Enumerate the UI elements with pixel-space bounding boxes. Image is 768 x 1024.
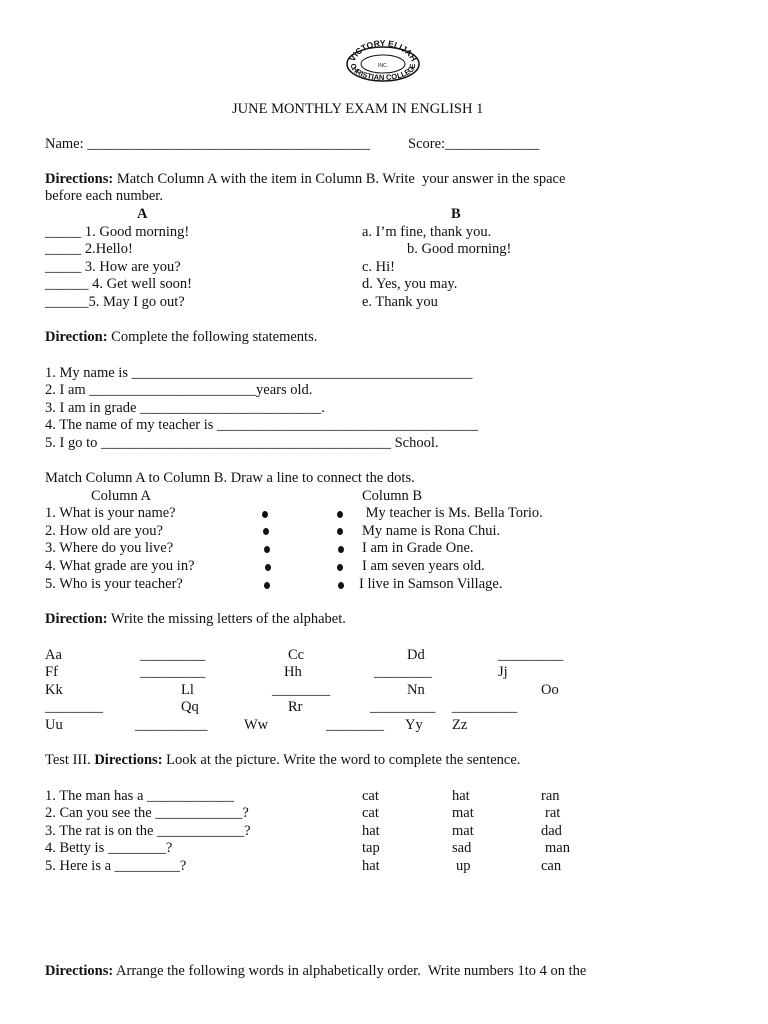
logo-bottom-text: CHRISTIAN COLLEGE [348,63,418,82]
part2-item[interactable]: 4. The name of my teacher is ____________________________________ [45,417,479,433]
alpha-blank[interactable]: _________ [140,664,206,680]
part3-directions: Match Column A to Column B. Draw a line to connect the dots. [45,470,415,486]
part1-col-b-item: b. Good morning! [407,241,512,257]
alpha-letter: Zz [452,717,468,733]
match-dot-left[interactable] [265,564,271,571]
exam-title: JUNE MONTHLY EXAM IN ENGLISH 1 [232,101,484,117]
part3-col-a-item: 1. What is your name? [45,505,176,521]
alpha-blank[interactable]: ________ [326,717,384,733]
part5-question[interactable]: 4. Betty is ________? [45,840,173,856]
alpha-letter: Oo [541,682,559,698]
school-logo [343,38,423,82]
part1-col-a-item[interactable]: _____ 3. How are you? [45,259,181,275]
alpha-letter: Qq [181,699,199,715]
part5-directions-text: Look at the picture. Write the word to complete the sentence. [162,752,521,768]
part5-directions-label: Directions: [94,752,163,768]
part1-col-a-item[interactable]: ______ 4. Get well soon! [45,276,192,292]
part1-col-a-item[interactable]: _____ 1. Good morning! [45,224,190,240]
match-dot-right[interactable] [338,546,344,553]
alpha-letter: Aa [45,647,62,663]
part1-col-a-item[interactable]: _____ 2.Hello! [45,241,133,257]
part5-test-label: Test III. [45,752,95,768]
alpha-blank[interactable]: _________ [452,699,518,715]
part5-choice: man [545,840,570,856]
part3-col-b-item: I am seven years old. [362,558,485,574]
part1-directions-label: Directions: [45,171,114,187]
alpha-letter: Cc [288,647,305,663]
match-dot-right[interactable] [337,511,343,518]
alpha-letter: Hh [284,664,302,680]
part5-choice: cat [362,788,379,804]
part5-choice: can [541,858,562,874]
part5-question[interactable]: 3. The rat is on the ____________? [45,823,251,839]
part5-choice: hat [452,788,470,804]
part1-col-b-header: B [451,206,461,222]
alpha-letter: Jj [498,664,508,680]
part2-item[interactable]: 1. My name is _______________________________________________ [45,365,473,381]
part3-col-a-item: 2. How old are you? [45,523,163,539]
part3-col-b-header: Column B [362,488,423,504]
logo-mid-text: INC. [378,63,388,69]
alpha-blank[interactable]: __________ [135,717,208,733]
part6-directions-text: Arrange the following words in alphabetically order. Write numbers 1to 4 on the [113,963,587,979]
part5-choice: tap [362,840,380,856]
part5-choice: hat [362,858,380,874]
match-dot-right[interactable] [337,564,343,571]
part5-choice: mat [452,823,474,839]
part1-col-a-item[interactable]: ______5. May I go out? [45,294,185,310]
part5-choice: rat [545,805,561,821]
alpha-blank[interactable]: _________ [498,647,564,663]
alpha-letter: Nn [407,682,425,698]
alpha-letter: Yy [405,717,423,733]
part5-choice: sad [452,840,472,856]
part5-choice: hat [362,823,380,839]
part1-col-b-item: e. Thank you [362,294,438,310]
match-dot-left[interactable] [262,511,268,518]
part3-col-b-item: My name is Rona Chui. [362,523,501,539]
part2-directions-text: Complete the following statements. [107,329,318,345]
part2-directions-label: Direction: [45,329,108,345]
part2-item[interactable]: 2. I am _______________________years old. [45,382,313,398]
match-dot-right[interactable] [337,528,343,535]
alpha-blank[interactable]: ________ [374,664,432,680]
alpha-blank[interactable]: ________ [45,699,103,715]
part5-question[interactable]: 5. Here is a _________? [45,858,187,874]
part6-directions-label: Directions: [45,963,114,979]
alpha-blank[interactable]: _________ [140,647,206,663]
alpha-letter: Rr [288,699,303,715]
part1-directions-text: Match Column A with the item in Column B. Write your answer in the space [113,171,566,187]
match-dot-left[interactable] [264,546,270,553]
part4-directions [45,610,346,628]
part2-item[interactable]: 5. I go to ________________________________________ School. [45,435,439,451]
part3-col-b-item: I am in Grade One. [362,540,474,556]
part4-directions-label: Direction: [45,611,108,627]
name-field[interactable]: Name: _______________________________________ [45,136,371,152]
alpha-letter: Kk [45,682,63,698]
match-dot-left[interactable] [264,582,270,589]
part5-question[interactable]: 1. The man has a ____________ [45,788,235,804]
alpha-letter: Ff [45,664,58,680]
logo-top-text: VICTORY ELIJAH [346,38,420,64]
part1-col-a-header: A [137,206,148,222]
alpha-letter: Ll [181,682,194,698]
alpha-letter: Ww [244,717,269,733]
svg-text:VICTORY ELIJAH [347,38,419,63]
part4-directions-text: Write the missing letters of the alphabet. [107,611,346,627]
part1-directions [45,170,565,188]
part1-col-b-item: a. I’m fine, thank you. [362,224,492,240]
part5-choice: dad [541,823,562,839]
part1-directions-line2: before each number. [45,188,163,204]
part1-col-b-item: c. Hi! [362,259,396,275]
part3-col-a-item: 3. Where do you live? [45,540,174,556]
part5-choice: up [456,858,471,874]
part1-col-b-item: d. Yes, you may. [362,276,458,292]
part5-question[interactable]: 2. Can you see the ____________? [45,805,249,821]
part5-choice: cat [362,805,379,821]
alpha-letter: Uu [45,717,63,733]
part3-col-b-item: My teacher is Ms. Bella Torio. [362,505,543,521]
part3-col-a-item: 5. Who is your teacher? [45,576,183,592]
alpha-blank[interactable]: _________ [370,699,436,715]
alpha-blank[interactable]: ________ [272,682,330,698]
match-dot-right[interactable] [338,582,344,589]
score-field[interactable]: Score:_____________ [408,136,540,152]
part2-item[interactable]: 3. I am in grade _________________________. [45,400,325,416]
part5-choice: ran [541,788,560,804]
part3-col-a-item: 4. What grade are you in? [45,558,195,574]
part6-directions [45,962,586,980]
match-dot-left[interactable] [263,528,269,535]
part3-col-b-item: I live in Samson Village. [359,576,503,592]
part2-directions [45,328,317,346]
alpha-letter: Dd [407,647,425,663]
part5-directions [45,751,520,769]
part3-col-a-header: Column A [91,488,152,504]
part5-choice: mat [452,805,474,821]
